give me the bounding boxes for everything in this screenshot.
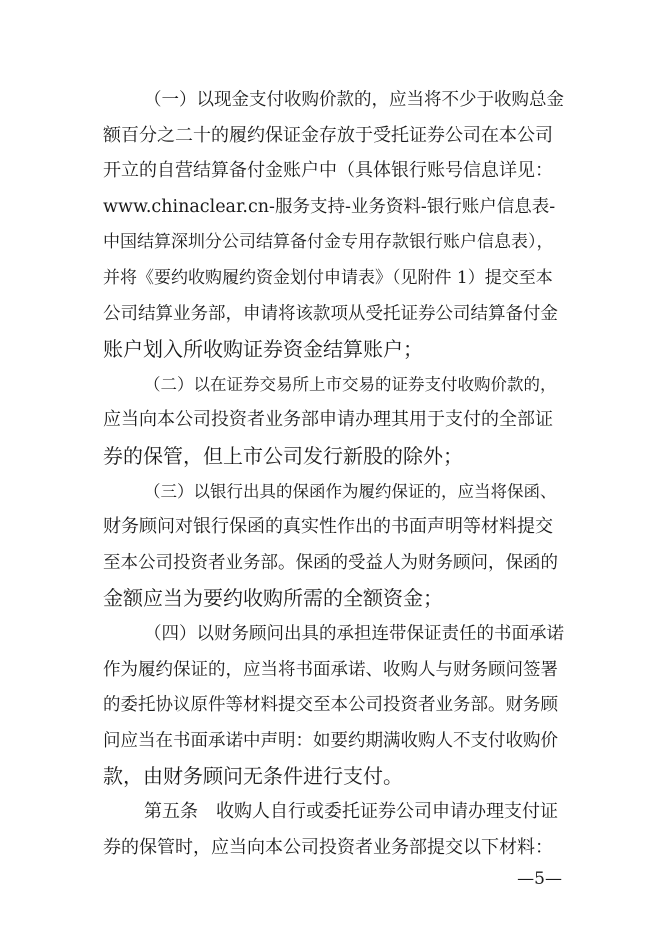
text-line: （四）以财务顾问出具的承担连带保证责任的书面承诺 [144,624,564,644]
text-line: 并将《要约收购履约资金划付申请表》（见附件 1）提交至本 [103,268,553,288]
text-line: 至本公司投资者业务部。保函的受益人为财务顾问，保函的 [103,553,558,573]
text-line: 券的保管时，应当向本公司投资者业务部提交以下材料： [103,837,553,858]
text-line: www.chinaclear.cn-服务支持-业务资料-银行账户信息表- [103,197,556,217]
text-line: （二）以在证券交易所上市交易的证券支付收购价款的， [144,375,557,394]
text-line: 账户划入所收购证券资金结算账户； [103,337,423,361]
text-line: （三）以银行出具的保函作为履约保证的，应当将保函、 [144,482,557,501]
text-line: 款，由财务顾问无条件进行支付。 [103,764,403,788]
text-line: 额百分之二十的履约保证金存放于受托证券公司在本公司 [103,125,553,146]
text-line: 券的保管，但上市公司发行新股的除外； [103,444,463,468]
text-line: 问应当在书面承诺中声明：如要约期满收购人不支付收购价 [103,731,558,751]
text-line: 公司结算业务部，申请将该款项从受托证券公司结算备付金 [103,304,558,324]
text-line: （一）以现金支付收购价款的，应当将不少于收购总金 [144,90,564,110]
text-line: 的委托协议原件等材料提交至本公司投资者业务部。财务顾 [103,695,558,715]
text-line: 应当向本公司投资者业务部申请办理其用于支付的全部证 [103,409,553,430]
text-line: 财务顾问对银行保函的真实性作出的书面声明等材料提交 [103,516,553,537]
text-line: 作为履约保证的，应当将书面承诺、收购人与财务顾问签署 [103,660,558,680]
text-line: 第五条 收购人自行或委托证券公司申请办理支付证 [144,801,558,822]
text-line: 中国结算深圳分公司结算备付金专用存款银行账户信息表）， [103,232,554,252]
text-line: 金额应当为要约收购所需的全额资金； [103,586,443,610]
text-line: 开立的自营结算备付金账户中（具体银行账号信息详见： [103,160,553,181]
page-number: —5— [517,869,562,889]
